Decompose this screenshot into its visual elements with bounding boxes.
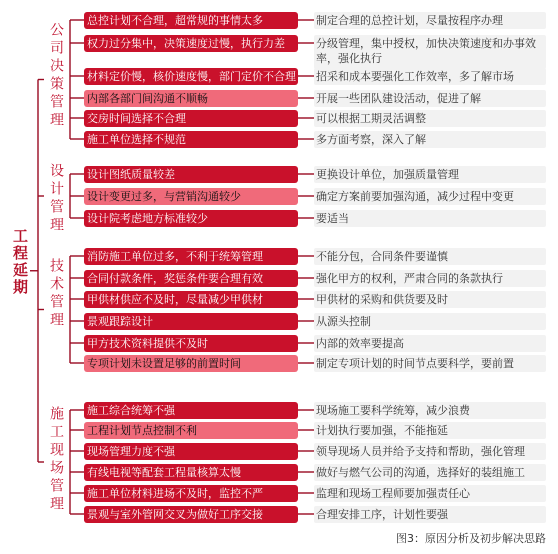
solution-item: 制定合理的总控计划，尽量按程序办理 xyxy=(314,12,546,29)
cause-item: 材料定价慢，核价速度慢，部门定价不合理 xyxy=(84,68,298,85)
cause-item: 甲方技术资料提供不及时 xyxy=(84,335,298,352)
solution-item: 计划执行要加强，不能拖延 xyxy=(314,422,546,439)
category-label: 施工现场管理 xyxy=(48,406,64,514)
solution-item: 可以根据工期灵活调整 xyxy=(314,110,546,127)
category-label: 设计管理 xyxy=(48,163,64,235)
cause-item: 设计图纸质量较差 xyxy=(84,166,298,183)
solution-item: 监理和现场工程师要加强责任心 xyxy=(314,485,546,502)
cause-item: 景观与室外管网交叉为做好工序交接 xyxy=(84,506,298,523)
cause-item: 合同付款条件，奖惩条件要合理有效 xyxy=(84,270,298,287)
solution-item: 强化甲方的权利，严肃合同的条款执行 xyxy=(314,270,546,287)
solution-item: 招采和成本要强化工作效率，多了解市场 xyxy=(314,68,546,85)
cause-item: 甲供材供应不及时，尽量减少甲供材 xyxy=(84,291,298,308)
figure-caption: 图3：原因分析及初步解决思路 xyxy=(396,532,546,545)
cause-item: 设计院考虑地方标准较少 xyxy=(84,210,298,227)
cause-item: 施工单位材料进场不及时，监控不严 xyxy=(84,485,298,502)
cause-item: 现场管理力度不强 xyxy=(84,443,298,460)
solution-item: 甲供材的采购和供货要及时 xyxy=(314,291,546,308)
solution-item: 做好与燃气公司的沟通，选择好的装组施工 xyxy=(314,464,546,481)
solution-item: 分级管理，集中授权，加快决策速度和办事效率，强化执行 xyxy=(314,35,546,69)
solution-item: 从源头控制 xyxy=(314,313,546,330)
cause-item: 内部各部门间沟通不顺畅 xyxy=(84,90,298,107)
cause-item: 设计变更过多，与营销沟通较少 xyxy=(84,188,298,205)
solution-item: 更换设计单位，加强质量管理 xyxy=(314,166,546,183)
cause-item: 工程计划节点控制不利 xyxy=(84,422,298,439)
cause-item: 景观跟踪设计 xyxy=(84,313,298,330)
root-node: 工程延期 xyxy=(11,228,29,296)
cause-item: 权力过分集中，决策速度过慢，执行力差 xyxy=(84,35,298,52)
cause-item: 消防施工单位过多，不利于统筹管理 xyxy=(84,248,298,265)
cause-item: 专项计划未设置足够的前置时间 xyxy=(84,355,298,372)
category-label: 技术管理 xyxy=(48,258,64,330)
solution-item: 不能分包，合同条件要谨慎 xyxy=(314,248,546,265)
solution-item: 制定专项计划的时间节点要科学，要前置 xyxy=(314,355,546,372)
cause-item: 施工综合统筹不强 xyxy=(84,402,298,419)
solution-item: 领导现场人员并给予支持和帮助，强化管理 xyxy=(314,443,546,460)
cause-item: 总控计划不合理，超常规的事情太多 xyxy=(84,12,298,29)
solution-item: 现场施工要科学统筹，减少浪费 xyxy=(314,402,546,419)
solution-item: 内部的效率要提高 xyxy=(314,335,546,352)
solution-item: 确定方案前要加强沟通，减少过程中变更 xyxy=(314,188,546,205)
category-label: 公司决策管理 xyxy=(48,22,64,130)
solution-item: 多方面考察，深入了解 xyxy=(314,131,546,148)
solution-item: 要适当 xyxy=(314,210,546,227)
solution-item: 开展一些团队建设活动，促进了解 xyxy=(314,90,546,107)
cause-item: 交房时间选择不合理 xyxy=(84,110,298,127)
cause-item: 有线电视等配套工程量核算太慢 xyxy=(84,464,298,481)
solution-item: 合理安排工序，计划性要强 xyxy=(314,506,546,523)
cause-item: 施工单位选择不规范 xyxy=(84,131,298,148)
